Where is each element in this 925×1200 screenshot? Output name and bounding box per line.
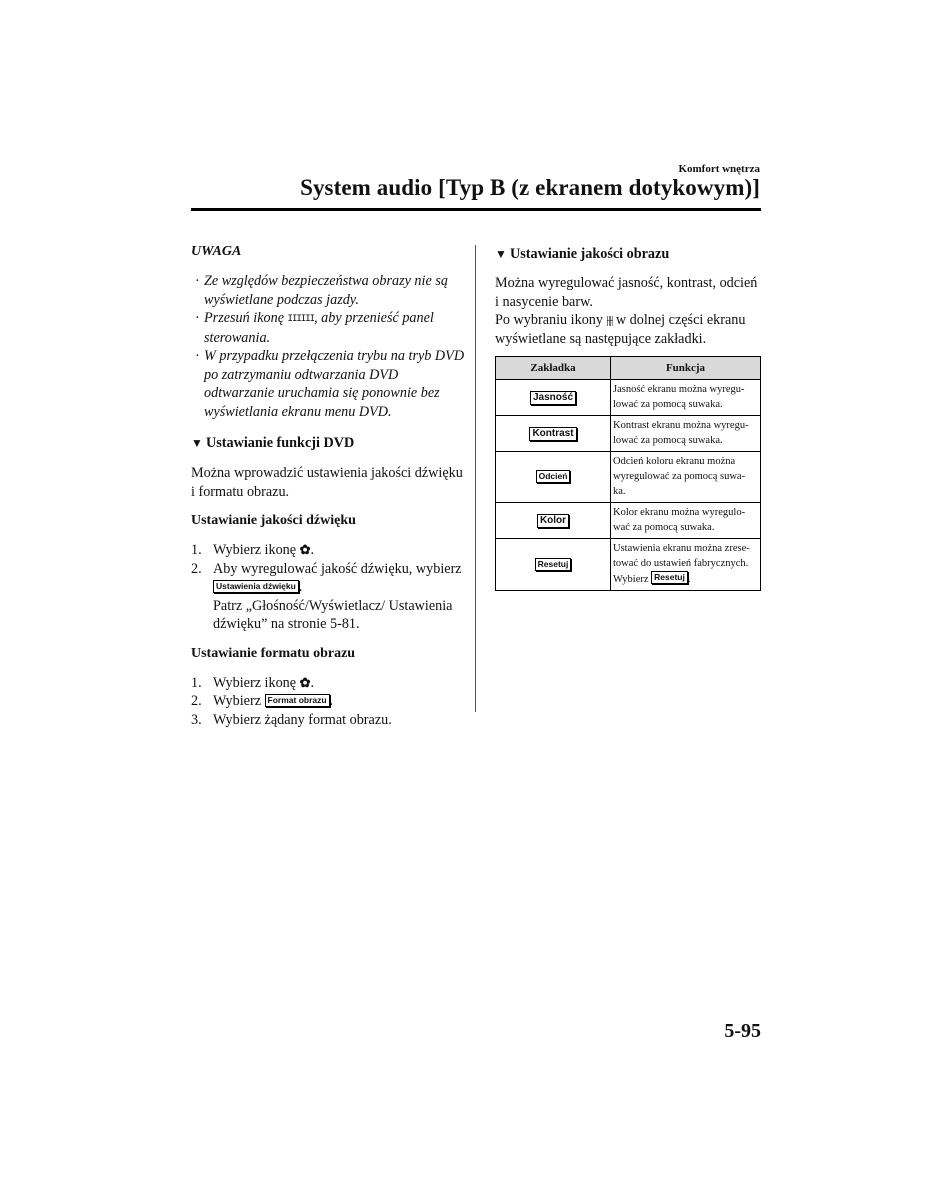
note-item: · Przesuń ikonę IIIIII, aby przenieść panel sterowania. xyxy=(195,310,434,346)
list-item: 1. Wybierz ikonę ✿. xyxy=(191,542,315,558)
table-cell: Odcień koloru ekranu można wyregulować za pomocą suwa-ka. xyxy=(611,452,761,503)
image-quality-instructions: Po wybraniu ikony ⫲⫲ w dolnej części ekranu wyświetlane są następujące zakładki. xyxy=(495,312,746,347)
table-row xyxy=(496,452,761,503)
reset-button[interactable]: Resetuj xyxy=(651,571,688,584)
column-header: Zakładka xyxy=(496,357,611,380)
tab-reset[interactable]: Resetuj xyxy=(535,558,572,571)
table-row xyxy=(496,503,761,539)
table-header-row xyxy=(496,357,761,380)
table-cell: Jasność ekranu można wyregu-lować za pomocą suwaka. xyxy=(611,380,761,416)
section-label: Komfort wnętrza xyxy=(678,163,760,175)
tabs-table xyxy=(495,356,761,591)
list-item: 2. Wybierz Format obrazu . xyxy=(191,693,334,709)
table-row xyxy=(496,539,761,591)
page-title: System audio [Typ B (z ekranem dotykowym)] xyxy=(300,175,760,200)
gear-icon: ✿ xyxy=(299,542,311,557)
left-column xyxy=(191,244,466,729)
sliders-icon: ⫲⫲ xyxy=(606,313,613,327)
dvd-intro: Można wprowadzić ustawienia jakości dźwięku i formatu obrazu. xyxy=(191,465,463,500)
table-cell: Ustawienia ekranu można zrese-tować do ustawień fabrycznych. Wybierz Resetuj . xyxy=(611,539,761,591)
dvd-heading: ▼ Ustawianie funkcji DVD xyxy=(191,435,355,451)
table-cell: Kolor ekranu można wyregulo-wać za pomocą suwaka. xyxy=(611,503,761,539)
title-rule xyxy=(191,208,761,211)
gear-icon: ✿ xyxy=(299,674,311,690)
list-item: 2. Aby wyregulować jakość dźwięku, wybierz Ustawienia dźwięku . Patrz „Głośność/Wyświetlacz/ Ustawienia dźwięku” na stronie 5-81. xyxy=(191,560,462,632)
sound-settings-button[interactable]: Ustawienia dźwięku xyxy=(213,580,299,593)
tab-color[interactable]: Kolor xyxy=(537,514,569,528)
page-number: 5-95 xyxy=(724,1020,761,1042)
note-text: W przypadku przełączenia trybu na tryb DVD po zatrzymaniu odtwarzania DVD odtwarzanie uruchamia się ponownie bez wyświetlania ekranu menu DVD. xyxy=(204,348,465,420)
note-item: · Ze względów bezpieczeństwa obrazy nie są wyświetlane podczas jazdy. xyxy=(195,273,448,308)
column-header: Funkcja xyxy=(611,357,761,380)
note-text: Przesuń ikonę xyxy=(204,310,284,326)
format-heading: Ustawianie formatu obrazu xyxy=(191,645,356,661)
tab-brightness[interactable]: Jasność xyxy=(530,391,576,405)
table-cell: Kontrast ekranu można wyregu-lować za pomocą suwaka. xyxy=(611,416,761,452)
right-column xyxy=(495,244,763,591)
tab-tint[interactable]: Odcień xyxy=(536,470,571,483)
table-row xyxy=(496,380,761,416)
image-quality-intro: Można wyregulować jasność, kontrast, odcień i nasycenie barw. xyxy=(495,275,758,310)
note-text: Ze względów bezpieczeństwa obrazy nie są wyświetlane podczas jazdy. xyxy=(204,273,448,308)
note-text: , aby przenieść panel sterowania. xyxy=(204,310,434,346)
list-item: 1. Wybierz ikonę ✿. xyxy=(191,674,315,691)
column-divider xyxy=(475,245,476,712)
grip-icon: IIIIII xyxy=(287,314,315,324)
triangle-down-icon: ▼ xyxy=(191,436,203,450)
tab-contrast[interactable]: Kontrast xyxy=(529,427,576,441)
triangle-down-icon: ▼ xyxy=(495,247,507,261)
list-item: 3. Wybierz żądany format obrazu. xyxy=(191,711,392,728)
note-title: UWAGA xyxy=(191,244,242,259)
note-item: · W przypadku przełączenia trybu na tryb DVD po zatrzymaniu odtwarzania DVD odtwarzanie uruchamia się ponownie bez wyświetlania ekranu menu DVD. xyxy=(195,348,465,420)
table-row xyxy=(496,416,761,452)
sound-heading: Ustawianie jakości dźwięku xyxy=(191,513,356,528)
image-format-button[interactable]: Format obrazu xyxy=(265,694,330,707)
image-quality-heading: ▼ Ustawianie jakości obrazu xyxy=(495,246,670,262)
